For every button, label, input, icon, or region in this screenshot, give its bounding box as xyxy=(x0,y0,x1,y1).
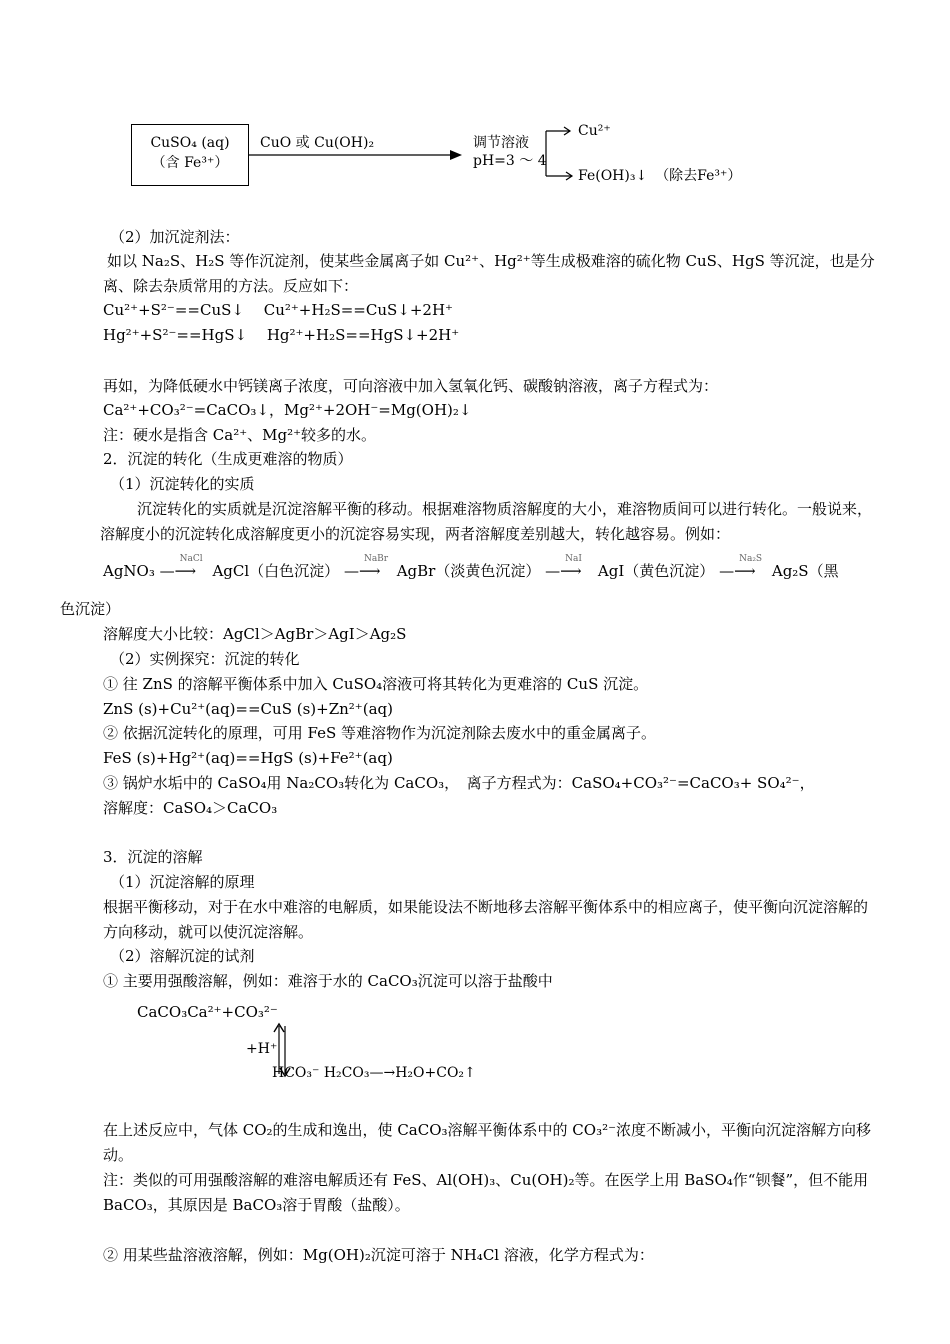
conv-ex1eq: ZnS (s)+Cu²⁺(aq)==CuS (s)+Zn²⁺(aq) xyxy=(103,700,393,718)
s2-heading: （2）加沉淀剂法： xyxy=(110,228,240,246)
chain-s3: AgBr（淡黄色沉淀） xyxy=(396,562,541,580)
diss-para: 根据平衡移动，对于在水中难溶的电解质，如果能设法不断地移去溶解平衡体系中的相应离子，使平衡向沉淀溶解的方向移动，就可以使沉淀溶解。 xyxy=(103,898,869,941)
conv-sub1: （1）沉淀转化的实质 xyxy=(110,475,255,493)
diss-sub2: （2）溶解沉淀的试剂 xyxy=(110,947,255,965)
chain-arrow3: NaI —⟶ xyxy=(545,554,582,580)
chain-s4: AgI（黄色沉淀） xyxy=(597,562,715,580)
s2-eq3: Ca²⁺+CO₃²⁻=CaCO₃↓，Mg²⁺+2OH⁻=Mg(OH)₂↓ xyxy=(103,401,472,419)
conv-compare: 溶解度大小比较：AgCl＞AgBr＞AgI＞Ag₂S xyxy=(103,625,407,643)
diss-heading: 3．沉淀的溶解 xyxy=(103,848,203,866)
out-feoh3-note: （除去Fe³⁺） xyxy=(655,168,742,184)
adjust-line1: 调节溶液 xyxy=(473,135,529,151)
conv-ex3: ③ 锅炉水垢中的 CaSO₄用 Na₂CO₃转化为 CaCO₃， 离子方程式为：CaSO₄+CO₃²⁻=CaCO₃+ SO₄²⁻， xyxy=(103,774,815,792)
chain-r4: Na₂S xyxy=(739,554,763,564)
arrow-label: CuO 或 Cu(OH)₂ xyxy=(260,135,375,151)
adjust-line2: pH=3 ～ 4 xyxy=(473,153,547,169)
diss-item2: ② 用某些盐溶液溶解，例如：Mg(OH)₂沉淀可溶于 NH₄Cl 溶液，化学方程式为： xyxy=(103,1246,654,1264)
conv-ex1: ① 往 ZnS 的溶解平衡体系中加入 CuSO₄溶液可将其转化为更难溶的 CuS 沉淀。 xyxy=(103,675,649,693)
s2-para2: 再如，为降低硬水中钙镁离子浓度，可向溶液中加入氢氧化钙、碳酸钠溶液，离子方程式为： xyxy=(103,377,719,395)
out-cu: Cu²⁺ xyxy=(578,123,611,139)
chain-arrow4: Na₂S —⟶ xyxy=(719,554,763,580)
chain-r1: NaCl xyxy=(179,554,203,564)
conv-para: 沉淀转化的实质就是沉淀溶解平衡的移动。根据难溶物质溶解度的大小，难溶物质间可以进行转化。一般说来，溶解度小的沉淀转化成溶解度更小的沉淀容易实现，两者溶解度差别越大，转化越容易。例如： xyxy=(100,500,873,543)
diag-bottom: HCO₃⁻ H₂CO₃—→H₂O+CO₂↑ xyxy=(272,1065,476,1081)
out-feoh3-main: Fe(OH)₃↓ xyxy=(578,168,648,184)
box-line1: CuSO₄ (aq) xyxy=(150,135,230,151)
chain-s2: AgCl（白色沉淀） xyxy=(212,562,340,580)
conv-ex2eq: FeS (s)+Hg²⁺(aq)==HgS (s)+Fe²⁺(aq) xyxy=(103,749,393,767)
diag-h: +H⁺ xyxy=(246,1041,278,1057)
conv-heading: 2．沉淀的转化（生成更难溶的物质） xyxy=(103,450,353,468)
chain-s1: AgNO₃ xyxy=(103,562,155,580)
conv-ex3b: 溶解度：CaSO₄＞CaCO₃ xyxy=(103,799,278,817)
s2-eq1: Cu²⁺+S²⁻==CuS↓ Cu²⁺+H₂S==CuS↓+2H⁺ xyxy=(103,301,453,319)
diss-sub1: （1）沉淀溶解的原理 xyxy=(110,873,255,891)
conv-ex2: ② 依据沉淀转化的原理，可用 FeS 等难溶物作为沉淀剂除去废水中的重金属离子。 xyxy=(103,724,657,742)
chain-r3: NaI xyxy=(565,554,582,564)
conv-chain xyxy=(103,554,882,584)
chain-r2: NaBr xyxy=(363,554,389,564)
s2-para: 如以 Na₂S、H₂S 等作沉淀剂，使某些金属离子如 Cu²⁺、Hg²⁺等生成极难溶的硫化物 CuS、HgS 等沉淀，也是分离、除去杂质常用的方法。反应如下： xyxy=(103,252,875,295)
box-line2: （含 Fe³⁺） xyxy=(151,155,229,171)
diss-note: 注：类似的可用强酸溶解的难溶电解质还有 FeS、Al(OH)₃、Cu(OH)₂等。在医学上用 BaSO₄作“钡餐”，但不能用 BaCO₃，其原因是 BaCO₃溶于胃酸（盐酸）。 xyxy=(103,1171,869,1214)
diss-para2: 在上述反应中，气体 CO₂的生成和逸出，使 CaCO₃溶解平衡体系中的 CO₃²⁻浓度不断减小，平衡向沉淀溶解方向移动。 xyxy=(103,1121,872,1164)
chain-s5: Ag₂S（黑 xyxy=(771,562,839,580)
conv-sub2: （2）实例探究：沉淀的转化 xyxy=(110,650,300,668)
diag-top: CaCO₃Ca²⁺+CO₃²⁻ xyxy=(137,1003,278,1021)
diss-item1: ① 主要用强酸溶解，例如：难溶于水的 CaCO₃沉淀可以溶于盐酸中 xyxy=(103,972,553,990)
chain-arrow2: NaBr —⟶ xyxy=(343,554,389,580)
s2-eq2: Hg²⁺+S²⁻==HgS↓ Hg²⁺+H₂S==HgS↓+2H⁺ xyxy=(103,326,460,344)
chain-s5b: 色沉淀） xyxy=(60,600,121,618)
s2-note: 注：硬水是指含 Ca²⁺、Mg²⁺较多的水。 xyxy=(103,426,377,444)
out-feoh3 xyxy=(578,167,741,185)
flow-arrows xyxy=(0,0,950,200)
chain-arrow1: NaCl —⟶ xyxy=(159,554,203,580)
